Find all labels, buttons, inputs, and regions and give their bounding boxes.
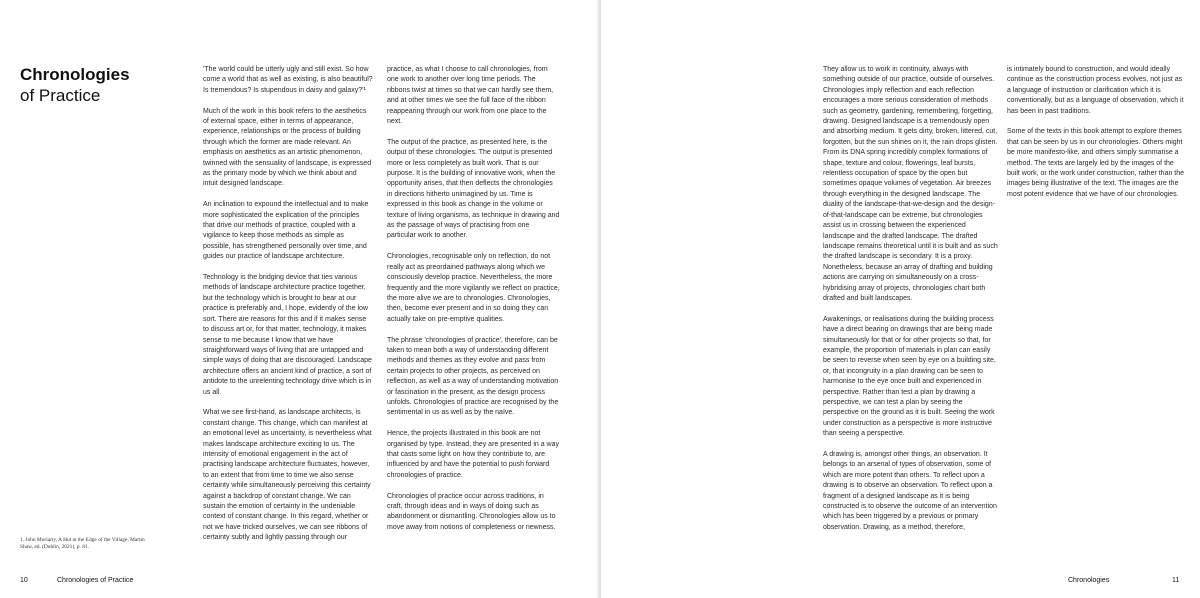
paragraph: 'The world could be utterly ugly and still exist. So how come a world that as well as existing, is also beautiful? Is tremendous? Is stupendous in daisy and galaxy?'¹ (203, 66, 373, 94)
paragraph: The phrase 'chronologies of practice', therefore, can be taken to mean both a way of understanding different methods and themes as they evolve and pass from certain projects to other projects, as perceived on reflection, as well as a way of understanding motivation or fascination in the present, as the design process unfolds. Chronologies of practice are recognised by the sentimental in us as well as by the naïve. (387, 336, 559, 417)
right-page-column-2 (1007, 65, 1185, 211)
left-page (0, 0, 599, 598)
paragraph: Technology is the bridging device that ties various methods of landscape architecture practice together, but the technology which is brought to bear at our practice is preferably and, I hope, evidently of the low sort. There are reasons for this and if it makes sense to discuss art or, for that matter, technology, it makes sense to me because I know that we have straightforward ways of living that are untapped and simple ways of doing that are discouraged. Landscape architecture offers an ancient kind of practice, a sort of antidote to the unrelenting technology drive which is in us all. (203, 274, 372, 396)
paragraph: What we see first-hand, as landscape architects, is constant change. This change, which can manifest at an emotional level as uncertainty, is nevertheless what makes landscape architecture exciting to us. The intensity of emotional engagement in the act of practising landscape architecture fluctuates, however, to an extent that from time to time we also sense certainty while simultaneously perceiving this certainty against a backdrop of constant change. We can sustain the emotion of certainty in the undeniable context of constant change. In this regard, whether or not we have tricked ourselves, we can see ribbons of certainty subtly and lightly passing through our (203, 409, 372, 542)
left-page-column-2 (387, 65, 560, 544)
left-page-column-1 (203, 65, 373, 554)
paragraph: An inclination to expound the intellectual and to make more sophisticated the explication of the principles that drive our methods of practice, coupled with a vigilance to keep those methods as simple as possible, has strengthened personally over time, and guides our practice of landscape architecture. (203, 201, 369, 261)
paragraph: Much of the work in this book refers to the aesthetics of external space, either in terms of appearance, experience, relationships or the process of building through which the former are made relevant. An emphasis on aesthetics as an artistic phenomenon, twinned with the sensuality of landscape, is expressed as the primary mode by which we think about and intuit designed landscape. (203, 107, 372, 188)
footnote: 1. John Moriarty, A Hut at the Edge of the Village, Martin Shaw, ed. (Dublin, 2021), p. 81. (20, 537, 145, 550)
page-number-right: 11 (1172, 577, 1180, 584)
chapter-title-line2: of Practice (20, 86, 101, 105)
paragraph: A drawing is, amongst other things, an observation. It belongs to an arsenal of types of observation, some of which are more potent than others. To reflect upon a drawing is to observe an observation. To reflect upon a fragment of a designed landscape as it is being constructed is to observe the outcome of an intervention which has been triggered by a previous or primary observation. Drawing, as a method, therefore, (823, 451, 997, 531)
paragraph: They allow us to work in continuity, always with something outside of our practice, outside of ourselves. Chronologies imply reflection and each reflection encourages a more serious consideration of methods such as geometry, gardening, remembering, forgetting, drawing. Designed landscape is a tremendously open and absorbing medium. It gets dirty, broken, littered, cut, forgotten, but the sun shines on it, the rain drops glisten. From its DNA spring incredibly complex formations of shape, texture and colour, flowerings, leaf bursts, relentless occupation of space by the open but sometimes opaque volumes of vegetation. Air breezes through everything in the designed landscape. The duality of the landscape-that-we-design and the design-of-that-landscape can be extreme, but chronologies assist us in crossing between the experienced landscape and the drafted landscape. The drafted landscape remains theoretical until it is built and as such the drafted landscape is secondary. It is a proxy. Nonetheless, because an array of drafting and building actions are carrying on simultaneously on a cross-hybridising array of projects, chronologies chart both drafted and built landscapes. (823, 66, 998, 302)
chapter-title (20, 64, 130, 106)
right-page-column-1 (823, 65, 998, 544)
paragraph: The output of the practice, as presented here, is the output of these chronologies. The output is presented more or less completely as built work. That is our purpose. It is the building of innovative work, when the opportunity arises, that then deflects the chronologies in directions hitherto unimagined by us. Time is expressed in this book as change in the volume or texture of living organisms, as technique in drawing and as the passage of ways of practising from one particular work to another. (387, 138, 560, 240)
paragraph: Some of the texts in this book attempt to explore themes that can be seen by us in our chronologies. Others might be more manifesto-like, and others simply summarise a method. The texts are largely led by the images of the built work, or the work under construction, rather than the images being illustrative of the text. The images are the most potent evidence that we have of our chronologies. (1007, 128, 1185, 198)
paragraph: is intimately bound to construction, and would ideally continue as the construction process evolves, not just as a language of instruction or clarification which it is conventionally, but as a language of observation, which it has been in past traditions. (1007, 66, 1184, 115)
paragraph: Hence, the projects illustrated in this book are not organised by type. Instead, they are presented in a way that casts some light on how they contribute to, are influenced by and have the potential to push forward chronologies of practice. (387, 430, 559, 479)
running-title-left: Chronologies of Practice (57, 577, 134, 584)
paragraph: Awakenings, or realisations during the building process have a direct bearing on drawings that are being made simultaneously for that or for other projects so that, for example, the proportion of materials in plan can easily be seen to reverse when seen by eye on a building site, or, that incongruity in a plan drawing can be seen to harmonise to the eye once built and experienced in perspective. Rather than test a plan by drawing a perspective, we can test a plan by seeing the perspective on the ground as it is built. Seeing the work under construction as a perspective is more instructive than seeing a perspective. (823, 315, 996, 438)
paragraph: Chronologies of practice occur across traditions, in craft, through ideas and in ways of doing such as abandonment or dismantling. Chronologies allow us to move away from notions of completeness or newness. (387, 492, 556, 531)
chapter-title-line1: Chronologies (20, 65, 130, 84)
paragraph: practice, as what I choose to call chronologies, from one work to another over long time periods. The ribbons twist at times so that we can hardly see them, and at other times we see the full face of the ribbon reappearing through our work from one place to the next. (387, 66, 554, 126)
right-page (601, 0, 1200, 598)
page-number-left: 10 (20, 577, 28, 584)
running-title-right: Chronologies (1068, 577, 1110, 584)
paragraph: Chronologies, recognisable only on reflection, do not really act as preordained pathways along which we consciously develop practice. Nevertheless, the more frequently and the more vigilantly we reflect on practice, the more alive we are to chronologies. Chronologies, then, become ever present and in so doing they can actually take on pre-emptive qualities. (387, 253, 560, 323)
